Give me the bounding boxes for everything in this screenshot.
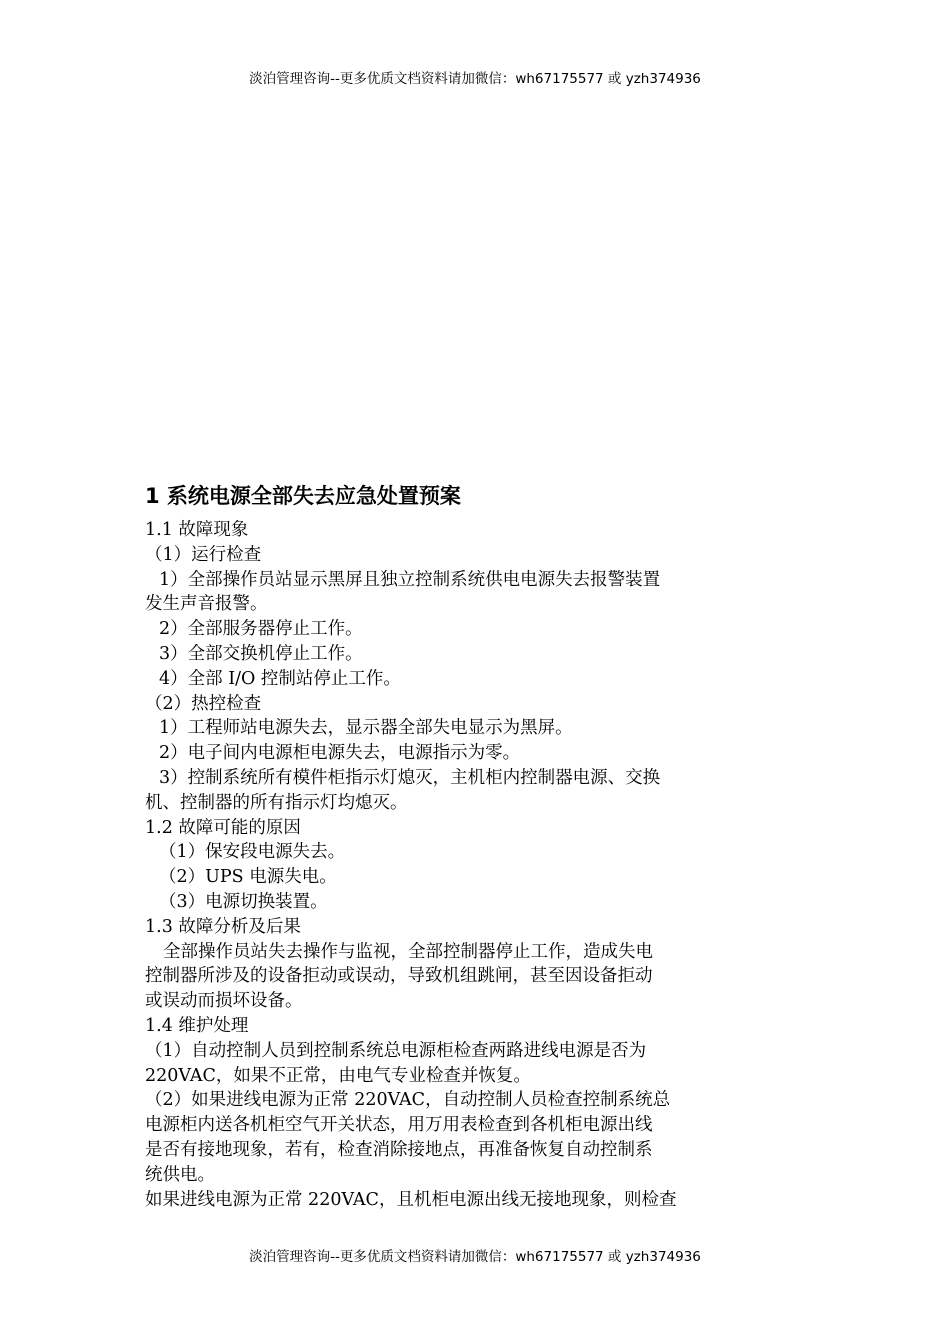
thermal-item-1: 1）工程师站电源失去，显示器全部失电显示为黑屏。 [159,718,573,739]
thermal-item-3-line2: 机、控制器的所有指示灯均熄灭。 [145,792,408,813]
maintenance-1-line2: 220VAC，如果不正常，由电气专业检查并恢复。 [145,1065,531,1086]
thermal-item-3-line1: 3）控制系统所有模件柜指示灯熄灭，主机柜内控制器电源、交换 [159,767,661,788]
analysis-line-3: 或误动而损坏设备。 [145,991,303,1012]
thermal-item-2: 2）电子间内电源柜电源失去，电源指示为零。 [159,743,521,764]
analysis-line-2: 控制器所涉及的设备拒动或误动，导致机组跳闸，甚至因设备拒动 [145,966,653,987]
section-heading-1-4: 1.4 维护处理 [145,1015,249,1036]
operation-item-1-line1: 1）全部操作员站显示黑屏且独立控制系统供电电源失去报警装置 [159,569,661,590]
document-body [145,480,810,1212]
document-title: 1 系统电源全部失去应急处置预案 [145,484,461,508]
section-heading-1-1: 1.1 故障现象 [145,520,249,540]
page-footer: 淡泊管理咨询--更多优质文档资料请加微信：wh67175577 或 yzh374936 [249,1249,701,1265]
maintenance-2-line1: （2）如果进线电源为正常 220VAC，自动控制人员检查控制系统总 [145,1090,671,1111]
maintenance-1-line1: （1）自动控制人员到控制系统总电源柜检查两路进线电源是否为 [145,1040,647,1061]
section-heading-1-3: 1.3 故障分析及后果 [145,916,301,937]
operation-item-3: 3）全部交换机停止工作。 [159,643,363,664]
cause-item-3: （3）电源切换装置。 [159,891,328,912]
analysis-line-1: 全部操作员站失去操作与监视，全部控制器停止工作，造成失电 [163,941,653,962]
operation-item-2: 2）全部服务器停止工作。 [159,619,363,640]
subsection-operation-check: （1）运行检查 [145,544,262,565]
subsection-thermal-check: （2）热控检查 [145,693,262,714]
cause-item-1: （1）保安段电源失去。 [159,842,346,863]
section-heading-1-2: 1.2 故障可能的原因 [145,817,301,838]
maintenance-2-line3: 是否有接地现象，若有，检查消除接地点，再准备恢复自动控制系 [145,1139,653,1160]
page-header: 淡泊管理咨询--更多优质文档资料请加微信：wh67175577 或 yzh374936 [249,71,701,87]
maintenance-2-line2: 电源柜内送各机柜空气开关状态，用万用表检查到各机柜电源出线 [145,1115,653,1136]
operation-item-1-line2: 发生声音报警。 [145,594,268,615]
cause-item-2: （2）UPS 电源失电。 [159,867,337,888]
operation-item-4: 4）全部 I/O 控制站停止工作。 [159,668,401,689]
maintenance-2-line4: 统供电。 [145,1164,215,1185]
maintenance-3-line1: 如果进线电源为正常 220VAC，且机柜电源出线无接地现象，则检查 [145,1189,677,1210]
